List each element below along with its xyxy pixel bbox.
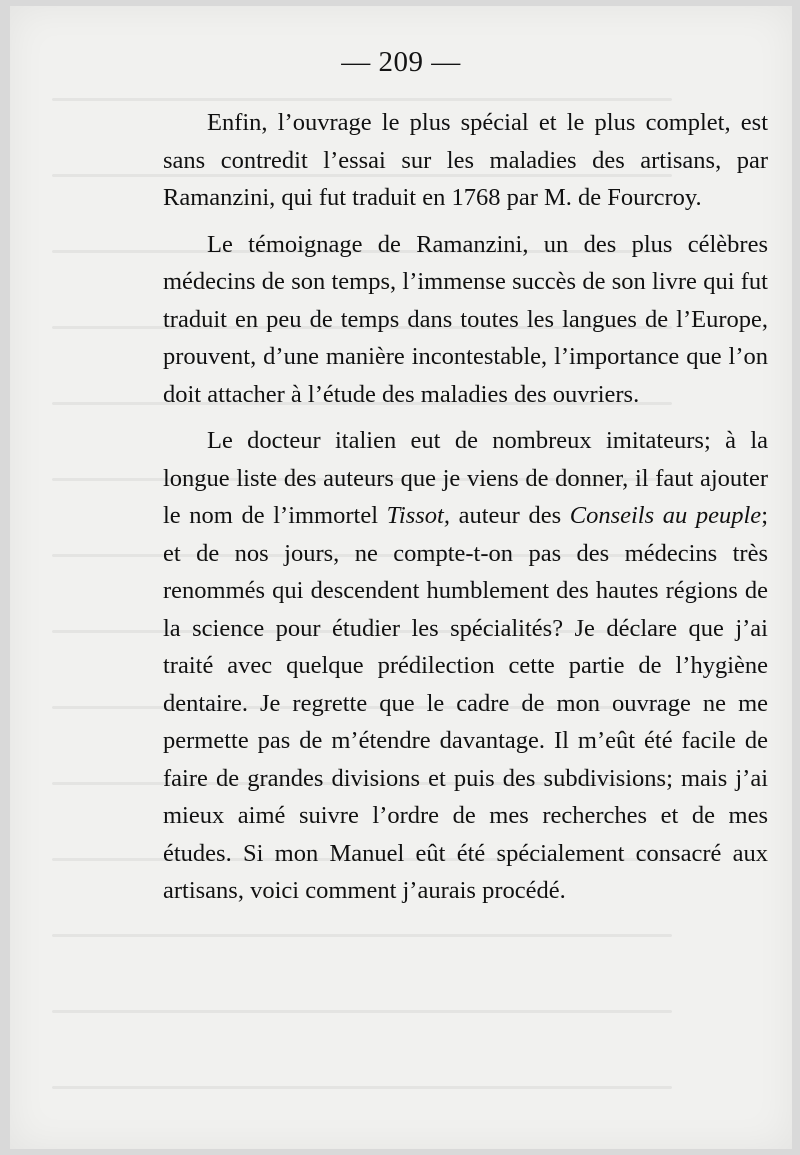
page-number: — 209 — (341, 46, 461, 78)
paragraph-3-text-a: Le docteur italien eut de nombreux imitateurs; à la longue liste des auteurs que je viens de donner, il faut ajouter le nom de l’immortel (163, 427, 768, 529)
paragraph-2 (163, 226, 768, 414)
paragraph-3-text-c: ; et de nos jours, ne compte-t-on pas des médecins très renommés qui descendent humblement des hautes régions de la science pour étudier les spécialités? Je déclare que j’ai traité avec quelque prédilection cette partie de l’hygiène dentaire. Je regrette que le cadre de mon ouvrage ne me permette pas de m’étendre davantage. Il m’eût été facile de faire de grandes divisions et puis des subdivisions; mais j’ai mieux aimé suivre l’ordre de mes recherches et de mes études. Si mon Manuel eût été spécialement consacré aux artisans, voici comment j’aurais procédé. (163, 502, 768, 904)
paragraph-1 (163, 104, 768, 217)
italic-author-name: Tissot, (386, 502, 450, 529)
body-text (163, 104, 768, 910)
book-page (10, 6, 792, 1149)
paragraph-1-text: Enfin, l’ouvrage le plus spécial et le plus complet, est sans contredit l’essai sur les maladies des artisans, par Ramanzini, qui fut traduit en 1768 par M. de Fourcroy. (163, 109, 768, 211)
paragraph-3-text-b: auteur des (449, 502, 570, 529)
italic-book-title: Conseils au peuple (569, 502, 762, 529)
paragraph-3 (163, 422, 768, 910)
paragraph-2-text: Le témoignage de Ramanzini, un des plus célèbres médecins de son temps, l’immense succès de son livre qui fut traduit en peu de temps dans toutes les langues de l’Europe, prouvent, d’une manière incontestable, l’importance que l’on doit attacher à l’étude des maladies des ouvriers. (163, 230, 768, 408)
